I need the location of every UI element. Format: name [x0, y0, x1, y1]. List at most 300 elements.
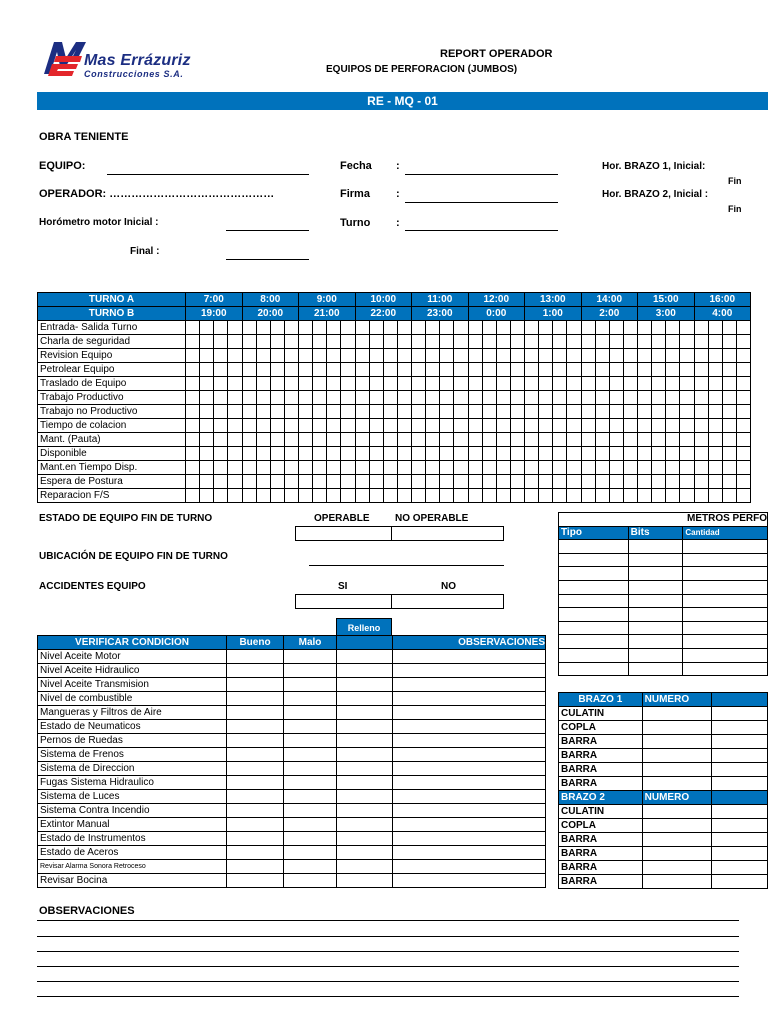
- time-cell[interactable]: [397, 447, 411, 461]
- time-cell[interactable]: [214, 447, 228, 461]
- time-cell[interactable]: [256, 377, 270, 391]
- time-cell[interactable]: [313, 489, 327, 503]
- time-cell[interactable]: [468, 475, 482, 489]
- time-cell[interactable]: [539, 335, 553, 349]
- time-cell[interactable]: [200, 391, 214, 405]
- time-cell[interactable]: [284, 447, 298, 461]
- observacion-cell[interactable]: [393, 720, 546, 734]
- brazo-numero-cell[interactable]: [642, 861, 712, 875]
- time-cell[interactable]: [510, 419, 524, 433]
- time-cell[interactable]: [440, 475, 454, 489]
- time-cell[interactable]: [595, 321, 609, 335]
- time-cell[interactable]: [200, 489, 214, 503]
- litros-cell[interactable]: [337, 846, 393, 860]
- time-cell[interactable]: [736, 489, 750, 503]
- time-cell[interactable]: [652, 461, 666, 475]
- time-cell[interactable]: [355, 461, 369, 475]
- observacion-cell[interactable]: [393, 762, 546, 776]
- litros-cell[interactable]: [337, 748, 393, 762]
- time-cell[interactable]: [680, 363, 694, 377]
- time-cell[interactable]: [694, 335, 708, 349]
- time-cell[interactable]: [638, 433, 652, 447]
- brazo-extra-cell[interactable]: [712, 777, 768, 791]
- time-cell[interactable]: [426, 419, 440, 433]
- accidentes-no-box[interactable]: [391, 594, 504, 609]
- time-cell[interactable]: [567, 433, 581, 447]
- time-cell[interactable]: [369, 447, 383, 461]
- metros-cantidad-cell[interactable]: [683, 580, 768, 594]
- time-cell[interactable]: [256, 391, 270, 405]
- time-cell[interactable]: [426, 489, 440, 503]
- time-cell[interactable]: [412, 405, 426, 419]
- time-cell[interactable]: [623, 433, 637, 447]
- time-cell[interactable]: [299, 447, 313, 461]
- time-cell[interactable]: [228, 321, 242, 335]
- time-cell[interactable]: [510, 405, 524, 419]
- time-cell[interactable]: [539, 363, 553, 377]
- time-cell[interactable]: [454, 461, 468, 475]
- time-cell[interactable]: [623, 405, 637, 419]
- metros-tipo-cell[interactable]: [559, 662, 629, 676]
- time-cell[interactable]: [722, 419, 736, 433]
- time-cell[interactable]: [341, 391, 355, 405]
- time-cell[interactable]: [242, 405, 256, 419]
- time-cell[interactable]: [299, 335, 313, 349]
- time-cell[interactable]: [186, 321, 200, 335]
- time-cell[interactable]: [680, 321, 694, 335]
- observacion-cell[interactable]: [393, 678, 546, 692]
- time-cell[interactable]: [200, 335, 214, 349]
- time-cell[interactable]: [270, 321, 284, 335]
- time-cell[interactable]: [666, 489, 680, 503]
- brazo-numero-cell[interactable]: [642, 777, 712, 791]
- time-cell[interactable]: [214, 377, 228, 391]
- time-cell[interactable]: [228, 433, 242, 447]
- time-cell[interactable]: [412, 419, 426, 433]
- brazo-extra-cell[interactable]: [712, 735, 768, 749]
- time-cell[interactable]: [708, 461, 722, 475]
- time-cell[interactable]: [242, 391, 256, 405]
- metros-tipo-cell[interactable]: [559, 648, 629, 662]
- time-cell[interactable]: [666, 321, 680, 335]
- time-cell[interactable]: [284, 377, 298, 391]
- malo-cell[interactable]: [284, 818, 337, 832]
- observacion-cell[interactable]: [393, 692, 546, 706]
- litros-cell[interactable]: [337, 692, 393, 706]
- time-cell[interactable]: [482, 433, 496, 447]
- time-cell[interactable]: [482, 405, 496, 419]
- time-cell[interactable]: [327, 447, 341, 461]
- time-cell[interactable]: [341, 377, 355, 391]
- time-cell[interactable]: [708, 377, 722, 391]
- observaciones-line[interactable]: [37, 996, 739, 997]
- time-cell[interactable]: [355, 321, 369, 335]
- time-cell[interactable]: [355, 391, 369, 405]
- time-cell[interactable]: [525, 321, 539, 335]
- bueno-cell[interactable]: [227, 776, 284, 790]
- time-cell[interactable]: [214, 461, 228, 475]
- time-cell[interactable]: [539, 377, 553, 391]
- time-cell[interactable]: [228, 461, 242, 475]
- time-cell[interactable]: [680, 461, 694, 475]
- time-cell[interactable]: [722, 363, 736, 377]
- time-cell[interactable]: [369, 405, 383, 419]
- time-cell[interactable]: [525, 405, 539, 419]
- time-cell[interactable]: [299, 321, 313, 335]
- time-cell[interactable]: [200, 419, 214, 433]
- time-cell[interactable]: [313, 475, 327, 489]
- time-cell[interactable]: [525, 461, 539, 475]
- time-cell[interactable]: [652, 335, 666, 349]
- time-cell[interactable]: [284, 335, 298, 349]
- malo-cell[interactable]: [284, 776, 337, 790]
- time-cell[interactable]: [313, 447, 327, 461]
- time-cell[interactable]: [496, 391, 510, 405]
- malo-cell[interactable]: [284, 874, 337, 888]
- time-cell[interactable]: [595, 391, 609, 405]
- time-cell[interactable]: [200, 349, 214, 363]
- time-cell[interactable]: [383, 447, 397, 461]
- time-cell[interactable]: [595, 363, 609, 377]
- time-cell[interactable]: [680, 433, 694, 447]
- time-cell[interactable]: [186, 377, 200, 391]
- time-cell[interactable]: [708, 335, 722, 349]
- time-cell[interactable]: [553, 363, 567, 377]
- time-cell[interactable]: [638, 489, 652, 503]
- time-cell[interactable]: [652, 447, 666, 461]
- brazo-extra-cell[interactable]: [712, 861, 768, 875]
- time-cell[interactable]: [242, 433, 256, 447]
- time-cell[interactable]: [228, 377, 242, 391]
- metros-bits-cell[interactable]: [628, 635, 683, 649]
- time-cell[interactable]: [609, 363, 623, 377]
- time-cell[interactable]: [680, 447, 694, 461]
- time-cell[interactable]: [242, 475, 256, 489]
- malo-cell[interactable]: [284, 804, 337, 818]
- time-cell[interactable]: [595, 349, 609, 363]
- time-cell[interactable]: [369, 335, 383, 349]
- time-cell[interactable]: [652, 433, 666, 447]
- bueno-cell[interactable]: [227, 804, 284, 818]
- metros-tipo-cell[interactable]: [559, 621, 629, 635]
- time-cell[interactable]: [581, 405, 595, 419]
- time-cell[interactable]: [397, 349, 411, 363]
- time-cell[interactable]: [722, 349, 736, 363]
- time-cell[interactable]: [397, 475, 411, 489]
- time-cell[interactable]: [638, 447, 652, 461]
- time-cell[interactable]: [228, 391, 242, 405]
- time-cell[interactable]: [510, 349, 524, 363]
- time-cell[interactable]: [186, 335, 200, 349]
- time-cell[interactable]: [412, 475, 426, 489]
- time-cell[interactable]: [553, 447, 567, 461]
- brazo-numero-cell[interactable]: [642, 749, 712, 763]
- time-cell[interactable]: [525, 349, 539, 363]
- time-cell[interactable]: [525, 335, 539, 349]
- time-cell[interactable]: [652, 419, 666, 433]
- time-cell[interactable]: [623, 489, 637, 503]
- time-cell[interactable]: [426, 335, 440, 349]
- observacion-cell[interactable]: [393, 832, 546, 846]
- time-cell[interactable]: [200, 377, 214, 391]
- time-cell[interactable]: [284, 489, 298, 503]
- time-cell[interactable]: [609, 335, 623, 349]
- time-cell[interactable]: [567, 447, 581, 461]
- time-cell[interactable]: [638, 363, 652, 377]
- time-cell[interactable]: [256, 405, 270, 419]
- time-cell[interactable]: [284, 349, 298, 363]
- time-cell[interactable]: [595, 433, 609, 447]
- time-cell[interactable]: [581, 461, 595, 475]
- time-cell[interactable]: [468, 377, 482, 391]
- time-cell[interactable]: [666, 377, 680, 391]
- time-cell[interactable]: [397, 321, 411, 335]
- time-cell[interactable]: [468, 433, 482, 447]
- time-cell[interactable]: [666, 447, 680, 461]
- time-cell[interactable]: [595, 377, 609, 391]
- time-cell[interactable]: [638, 391, 652, 405]
- time-cell[interactable]: [383, 349, 397, 363]
- time-cell[interactable]: [383, 405, 397, 419]
- litros-cell[interactable]: [337, 720, 393, 734]
- time-cell[interactable]: [454, 349, 468, 363]
- time-cell[interactable]: [440, 391, 454, 405]
- malo-cell[interactable]: [284, 762, 337, 776]
- time-cell[interactable]: [736, 391, 750, 405]
- time-cell[interactable]: [482, 349, 496, 363]
- time-cell[interactable]: [186, 475, 200, 489]
- time-cell[interactable]: [200, 363, 214, 377]
- time-cell[interactable]: [383, 461, 397, 475]
- time-cell[interactable]: [454, 335, 468, 349]
- litros-cell[interactable]: [337, 832, 393, 846]
- time-cell[interactable]: [595, 489, 609, 503]
- metros-cantidad-cell[interactable]: [683, 540, 768, 554]
- time-cell[interactable]: [186, 419, 200, 433]
- malo-cell[interactable]: [284, 790, 337, 804]
- time-cell[interactable]: [440, 405, 454, 419]
- time-cell[interactable]: [440, 433, 454, 447]
- time-cell[interactable]: [567, 321, 581, 335]
- time-cell[interactable]: [242, 377, 256, 391]
- time-cell[interactable]: [327, 391, 341, 405]
- litros-cell[interactable]: [337, 790, 393, 804]
- time-cell[interactable]: [440, 349, 454, 363]
- time-cell[interactable]: [454, 419, 468, 433]
- time-cell[interactable]: [708, 363, 722, 377]
- time-cell[interactable]: [228, 489, 242, 503]
- time-cell[interactable]: [313, 377, 327, 391]
- litros-cell[interactable]: [337, 734, 393, 748]
- time-cell[interactable]: [200, 433, 214, 447]
- time-cell[interactable]: [454, 433, 468, 447]
- ubicacion-field[interactable]: [309, 565, 504, 566]
- time-cell[interactable]: [525, 363, 539, 377]
- time-cell[interactable]: [623, 475, 637, 489]
- time-cell[interactable]: [383, 489, 397, 503]
- firma-field[interactable]: [405, 202, 558, 203]
- time-cell[interactable]: [623, 321, 637, 335]
- observacion-cell[interactable]: [393, 874, 546, 888]
- time-cell[interactable]: [186, 391, 200, 405]
- malo-cell[interactable]: [284, 860, 337, 874]
- observacion-cell[interactable]: [393, 650, 546, 664]
- metros-cantidad-cell[interactable]: [683, 553, 768, 567]
- time-cell[interactable]: [666, 433, 680, 447]
- time-cell[interactable]: [397, 377, 411, 391]
- metros-tipo-cell[interactable]: [559, 608, 629, 622]
- time-cell[interactable]: [284, 419, 298, 433]
- bueno-cell[interactable]: [227, 650, 284, 664]
- time-cell[interactable]: [722, 321, 736, 335]
- metros-cantidad-cell[interactable]: [683, 621, 768, 635]
- observaciones-line[interactable]: [37, 966, 739, 967]
- time-cell[interactable]: [426, 377, 440, 391]
- time-cell[interactable]: [369, 461, 383, 475]
- time-cell[interactable]: [256, 321, 270, 335]
- bueno-cell[interactable]: [227, 818, 284, 832]
- litros-cell[interactable]: [337, 804, 393, 818]
- time-cell[interactable]: [256, 461, 270, 475]
- bueno-cell[interactable]: [227, 692, 284, 706]
- time-cell[interactable]: [454, 489, 468, 503]
- time-cell[interactable]: [397, 433, 411, 447]
- time-cell[interactable]: [694, 405, 708, 419]
- time-cell[interactable]: [736, 363, 750, 377]
- time-cell[interactable]: [355, 475, 369, 489]
- time-cell[interactable]: [496, 475, 510, 489]
- time-cell[interactable]: [553, 391, 567, 405]
- time-cell[interactable]: [581, 489, 595, 503]
- time-cell[interactable]: [708, 349, 722, 363]
- time-cell[interactable]: [383, 433, 397, 447]
- time-cell[interactable]: [454, 363, 468, 377]
- time-cell[interactable]: [567, 475, 581, 489]
- observacion-cell[interactable]: [393, 790, 546, 804]
- time-cell[interactable]: [327, 321, 341, 335]
- time-cell[interactable]: [214, 349, 228, 363]
- time-cell[interactable]: [214, 335, 228, 349]
- time-cell[interactable]: [680, 377, 694, 391]
- metros-cantidad-cell[interactable]: [683, 608, 768, 622]
- time-cell[interactable]: [412, 489, 426, 503]
- time-cell[interactable]: [553, 405, 567, 419]
- time-cell[interactable]: [412, 377, 426, 391]
- time-cell[interactable]: [567, 377, 581, 391]
- brazo-extra-cell[interactable]: [712, 763, 768, 777]
- time-cell[interactable]: [355, 489, 369, 503]
- time-cell[interactable]: [214, 475, 228, 489]
- time-cell[interactable]: [313, 349, 327, 363]
- time-cell[interactable]: [638, 377, 652, 391]
- metros-cantidad-cell[interactable]: [683, 648, 768, 662]
- time-cell[interactable]: [242, 321, 256, 335]
- observaciones-line[interactable]: [37, 951, 739, 952]
- horometro-inicial-field[interactable]: [226, 230, 309, 231]
- time-cell[interactable]: [256, 447, 270, 461]
- time-cell[interactable]: [652, 489, 666, 503]
- time-cell[interactable]: [708, 405, 722, 419]
- time-cell[interactable]: [553, 461, 567, 475]
- time-cell[interactable]: [680, 475, 694, 489]
- time-cell[interactable]: [341, 363, 355, 377]
- time-cell[interactable]: [510, 335, 524, 349]
- metros-bits-cell[interactable]: [628, 608, 683, 622]
- time-cell[interactable]: [553, 419, 567, 433]
- time-cell[interactable]: [440, 363, 454, 377]
- time-cell[interactable]: [242, 489, 256, 503]
- time-cell[interactable]: [539, 433, 553, 447]
- time-cell[interactable]: [355, 447, 369, 461]
- time-cell[interactable]: [567, 461, 581, 475]
- time-cell[interactable]: [200, 321, 214, 335]
- time-cell[interactable]: [228, 475, 242, 489]
- time-cell[interactable]: [355, 335, 369, 349]
- time-cell[interactable]: [638, 349, 652, 363]
- time-cell[interactable]: [341, 461, 355, 475]
- time-cell[interactable]: [581, 419, 595, 433]
- time-cell[interactable]: [270, 405, 284, 419]
- time-cell[interactable]: [581, 377, 595, 391]
- time-cell[interactable]: [355, 349, 369, 363]
- time-cell[interactable]: [638, 405, 652, 419]
- time-cell[interactable]: [553, 433, 567, 447]
- litros-cell[interactable]: [337, 664, 393, 678]
- time-cell[interactable]: [412, 349, 426, 363]
- malo-cell[interactable]: [284, 720, 337, 734]
- time-cell[interactable]: [722, 335, 736, 349]
- time-cell[interactable]: [708, 391, 722, 405]
- time-cell[interactable]: [482, 489, 496, 503]
- time-cell[interactable]: [666, 419, 680, 433]
- time-cell[interactable]: [694, 419, 708, 433]
- metros-tipo-cell[interactable]: [559, 580, 629, 594]
- time-cell[interactable]: [652, 349, 666, 363]
- time-cell[interactable]: [426, 391, 440, 405]
- time-cell[interactable]: [736, 419, 750, 433]
- brazo-extra-cell[interactable]: [712, 833, 768, 847]
- time-cell[interactable]: [510, 363, 524, 377]
- time-cell[interactable]: [694, 447, 708, 461]
- time-cell[interactable]: [341, 475, 355, 489]
- time-cell[interactable]: [652, 377, 666, 391]
- metros-cantidad-cell[interactable]: [683, 662, 768, 676]
- time-cell[interactable]: [327, 475, 341, 489]
- time-cell[interactable]: [539, 489, 553, 503]
- time-cell[interactable]: [426, 405, 440, 419]
- brazo-extra-cell[interactable]: [712, 805, 768, 819]
- time-cell[interactable]: [242, 335, 256, 349]
- time-cell[interactable]: [567, 363, 581, 377]
- time-cell[interactable]: [553, 377, 567, 391]
- time-cell[interactable]: [736, 377, 750, 391]
- time-cell[interactable]: [496, 335, 510, 349]
- time-cell[interactable]: [510, 475, 524, 489]
- time-cell[interactable]: [440, 335, 454, 349]
- time-cell[interactable]: [299, 349, 313, 363]
- brazo-numero-cell[interactable]: [642, 805, 712, 819]
- time-cell[interactable]: [355, 433, 369, 447]
- time-cell[interactable]: [609, 405, 623, 419]
- time-cell[interactable]: [510, 447, 524, 461]
- time-cell[interactable]: [327, 405, 341, 419]
- time-cell[interactable]: [186, 433, 200, 447]
- brazo-extra-cell[interactable]: [712, 721, 768, 735]
- time-cell[interactable]: [680, 489, 694, 503]
- time-cell[interactable]: [440, 321, 454, 335]
- bueno-cell[interactable]: [227, 664, 284, 678]
- time-cell[interactable]: [581, 447, 595, 461]
